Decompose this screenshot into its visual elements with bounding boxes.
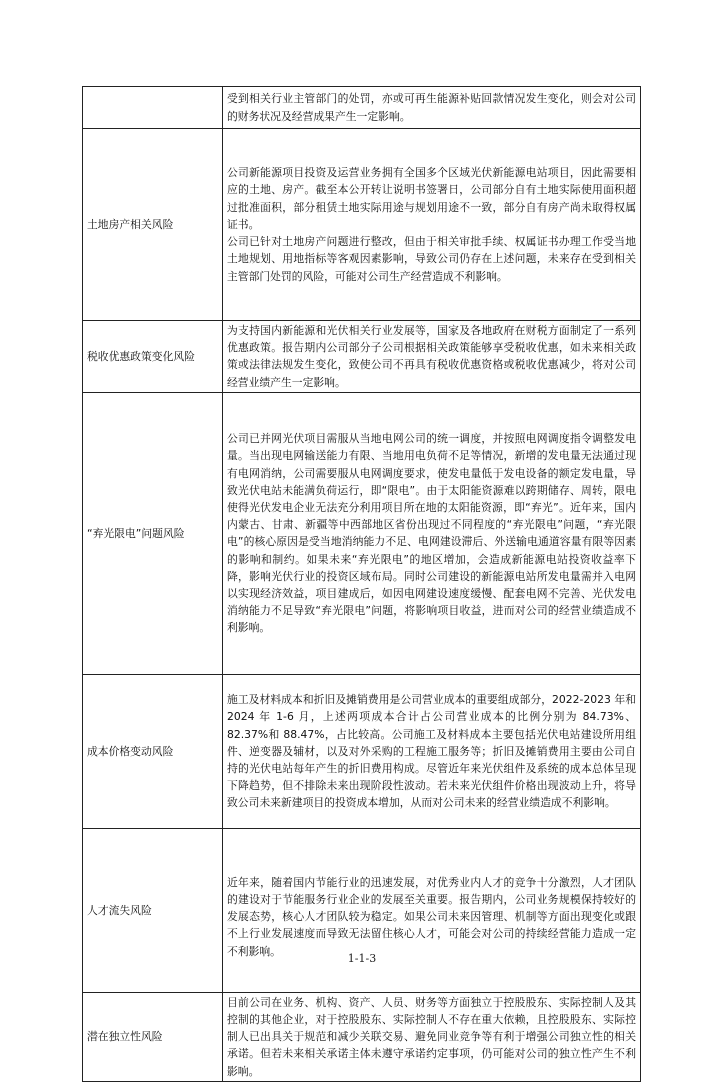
risk-factor-table bbox=[82, 86, 641, 1082]
risk-description-cell bbox=[223, 674, 641, 828]
risk-name-cell bbox=[83, 129, 223, 321]
risk-description-paragraph: 施工及材料成本和折旧及摊销费用是公司营业成本的重要组成部分，2022-2023 年和 2024 年 1-6 月，上述两项成本合计占公司营业成本的比例分别为 84.73%、82.37%和 88.47%，占比较高。公司施工及材料成本主要包括光伏电站建设所用组件、逆变器及辅材，以及对外采购的工程施工服务等；折旧及摊销费用主要由公司自持的光伏电站每年产生的折旧费用构成。尽管近年来光伏组件及系统的成本总体呈现下降趋势，但不排除未来出现阶段性波动。若未来光伏组件价格出现波动上升，将导致公司未来新建项目的投资成本增加，从而对公司未来的经营业绩造成不利影响。 bbox=[227, 693, 636, 810]
risk-description-cell bbox=[223, 87, 641, 129]
risk-description-cell bbox=[223, 392, 641, 674]
risk-description-cell bbox=[223, 992, 641, 1081]
risk-name: 成本价格变动风险 bbox=[87, 744, 174, 758]
risk-name: 人才流失风险 bbox=[87, 903, 152, 917]
page-number: 1-1-3 bbox=[347, 952, 377, 965]
risk-description-paragraph: 近年来，随着国内节能行业的迅速发展，对优秀业内人才的竞争十分激烈，人才团队的建设对于节能服务行业企业的发展至关重要。报告期内，公司业务规模保持较好的发展态势，核心人才团队较为稳定。如果公司未来因管理、机制等方面出现变化或跟不上行业发展速度而导致无法留住核心人才，可能会对公司的持续经营能力造成一定不利影响。 bbox=[227, 875, 636, 958]
risk-row bbox=[83, 321, 641, 393]
risk-name-cell bbox=[83, 992, 223, 1081]
risk-row bbox=[83, 129, 641, 321]
risk-table-body bbox=[83, 87, 641, 1082]
risk-description-paragraph: 公司新能源项目投资及运营业务拥有全国多个区域光伏新能源电站项目，因此需要相应的土地、房产。截至本公开转让说明书签署日，公司部分自有土地实际使用面积超过批准面积，部分租赁土地实际用途与规划用途不一致，部分自有房产尚未取得权属证书。 bbox=[227, 166, 636, 231]
risk-name-cell bbox=[83, 321, 223, 393]
risk-description-paragraph: 受到相关行业主管部门的处罚，亦或可再生能源补贴回款情况发生变化，则会对公司的财务状况及经营成果产生一定影响。 bbox=[227, 92, 636, 123]
risk-row bbox=[83, 992, 641, 1081]
risk-description-paragraph: 公司已针对土地房产问题进行整改，但由于相关审批手续、权属证书办理工作受当地土地规划、用地指标等客观因素影响，导致公司仍存在上述问题，未来存在受到相关主管部门处罚的风险，可能对公司生产经营造成不利影响。 bbox=[227, 235, 636, 283]
risk-description-paragraph: 为支持国内新能源和光伏相关行业发展等，国家及各地政府在财税方面制定了一系列优惠政策。报告期内公司部分子公司根据相关政策能够享受税收优惠，如未来相关政策或法律法规发生变化，致使公司不再具有税收优惠资格或税收优惠减少，将对公司经营业绩产生一定影响。 bbox=[227, 324, 636, 389]
risk-name: 土地房产相关风险 bbox=[87, 217, 174, 231]
risk-row bbox=[83, 828, 641, 992]
risk-name-cell bbox=[83, 392, 223, 674]
risk-name: “弃光限电”问题风险 bbox=[87, 526, 185, 540]
risk-name: 税收优惠政策变化风险 bbox=[87, 349, 195, 363]
risk-row bbox=[83, 674, 641, 828]
risk-name-cell bbox=[83, 828, 223, 992]
risk-description-paragraph: 公司已并网光伏项目需服从当地电网公司的统一调度，并按照电网调度指令调整发电量。当出现电网输送能力有限、当地用电负荷不足等情况，新增的发电量无法通过现有电网消纳，公司需要服从电网调度要求，使发电量低于发电设备的额定发电量，导致光伏电站未能满负荷运行，即“限电”。由于太阳能资源难以跨期储存、周转，限电使得光伏发电企业无法充分利用项目所在地的太阳能资源，即“弃光”。近年来，国内内蒙古、甘肃、新疆等中西部地区省份出现过不同程度的“弃光限电”问题，“弃光限电”的核心原因是受当地消纳能力不足、电网建设滞后、外送输电通道容量有限等因素的影响和制约。如果未来“弃光限电”的地区增加，会造成新能源电站投资收益率下降，影响光伏行业的投资区域布局。同时公司建设的新能源电站所发电量需并入电网以实现经济效益，项目建成后，如因电网建设速度缓慢、配套电网不完善、光伏发电消纳能力不足导致“弃光限电”问题，将影响项目收益，进而对公司的经营业绩造成不利影响。 bbox=[227, 432, 636, 635]
risk-name-cell bbox=[83, 674, 223, 828]
risk-description-cell bbox=[223, 321, 641, 393]
risk-description-paragraph: 目前公司在业务、机构、资产、人员、财务等方面独立于控股股东、实际控制人及其控制的其他企业，对于控股股东、实际控制人不存在重大依赖，且控股股东、实际控制人已出具关于规范和减少关联交易、避免同业竞争等有利于增强公司独立性的相关承诺。但若未来相关承诺主体未遵守承诺约定事项，仍可能对公司的独立性产生不利影响。 bbox=[227, 995, 636, 1078]
risk-row bbox=[83, 87, 641, 129]
risk-row bbox=[83, 392, 641, 674]
risk-description-cell bbox=[223, 129, 641, 321]
risk-name-cell bbox=[83, 87, 223, 129]
risk-description-cell bbox=[223, 828, 641, 992]
risk-name: 潜在独立性风险 bbox=[87, 1030, 163, 1044]
